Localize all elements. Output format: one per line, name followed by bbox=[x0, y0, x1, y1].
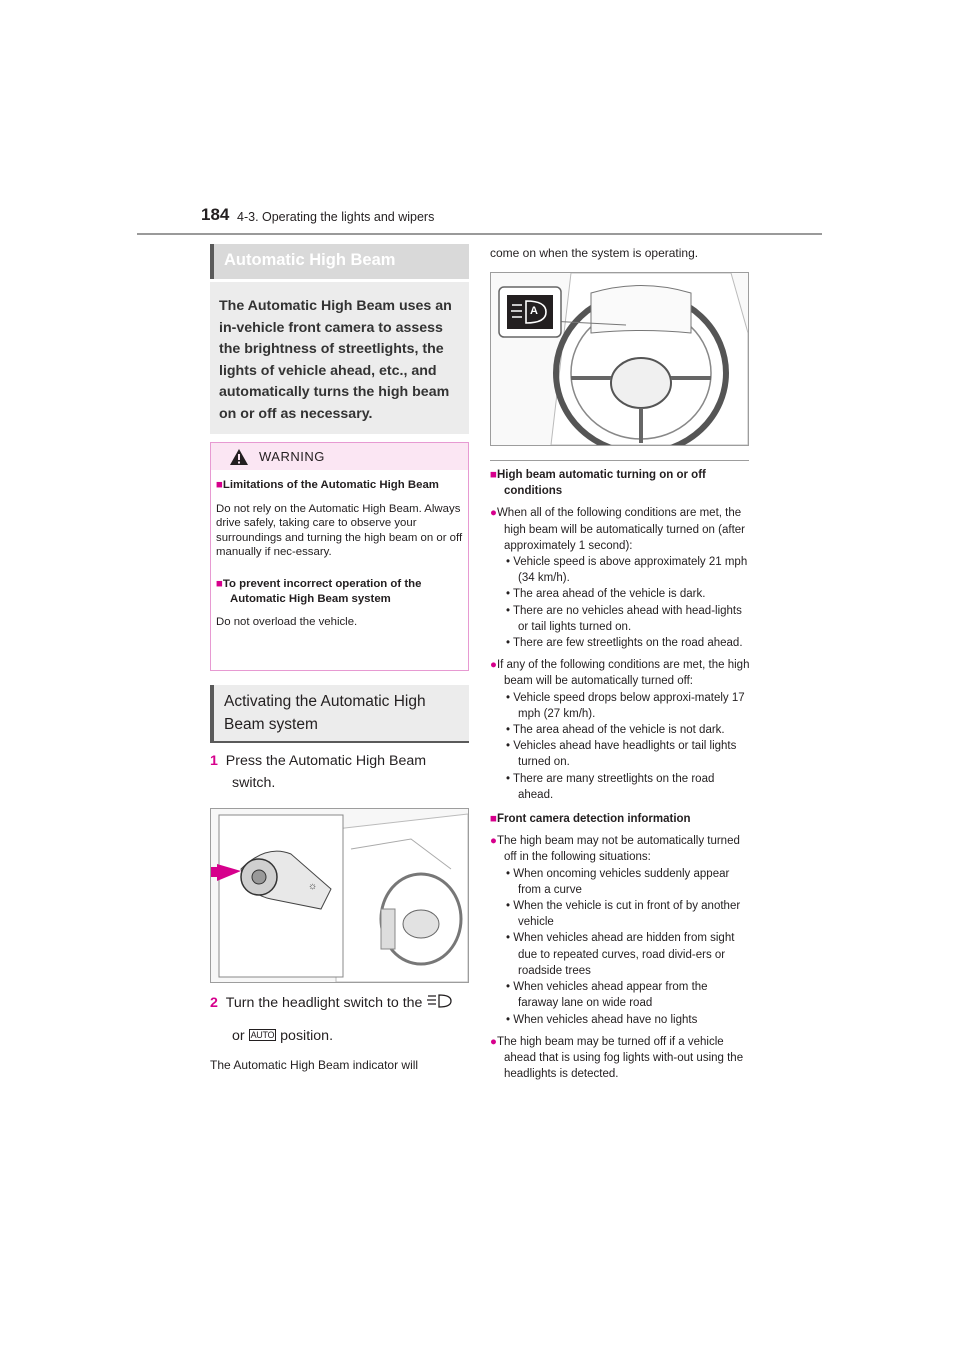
subheading-camera: ■Front camera detection information bbox=[490, 813, 691, 826]
warning-item-heading: ■Limitations of the Automatic High Beam bbox=[216, 479, 439, 491]
warning-header bbox=[211, 443, 468, 470]
svg-text:☼: ☼ bbox=[308, 881, 318, 892]
list-item: • The area ahead of the vehicle is not dark. bbox=[506, 724, 725, 737]
list-item: • When vehicles ahead are hidden from sight due to repeated curves, road divid-ers or roadside trees bbox=[506, 932, 735, 977]
warning-item-text: Do not overload the vehicle. bbox=[216, 616, 358, 629]
square-bullet-icon: ■ bbox=[216, 479, 223, 491]
chapter-title: 4-3. Operating the lights and wipers bbox=[237, 210, 435, 224]
page-number: 184 bbox=[201, 205, 230, 224]
list-item: • Vehicle speed is above approximately 21 mph (34 km/h). bbox=[506, 556, 748, 585]
square-bullet-icon: ■ bbox=[490, 469, 497, 481]
list-item: ●If any of the following conditions are met, the high beam will be automatically turned off: bbox=[490, 659, 750, 688]
subheading-conditions: ■High beam automatic turning on or off conditions bbox=[490, 469, 706, 498]
circle-bullet-icon: ● bbox=[490, 835, 497, 848]
list-item: • Vehicles ahead have headlights or tail lights turned on. bbox=[506, 740, 737, 769]
list-item: ●The high beam may be turned off if a vehicle ahead that is using fog lights with-out using the headlights is detected. bbox=[490, 1035, 744, 1081]
list-item: • When oncoming vehicles suddenly appear from a curve bbox=[506, 867, 730, 896]
indicator-figure bbox=[490, 272, 749, 446]
intro-box: The Automatic High Beam uses an in-vehicle front camera to assess the brightness of streetlights, the lights of vehicle ahead, etc., and automatically turns the high beam on or off as necessary. bbox=[210, 282, 469, 434]
header-rule bbox=[137, 233, 822, 235]
circle-bullet-icon: ● bbox=[490, 507, 497, 520]
section-title: Automatic High Beam bbox=[224, 251, 396, 269]
circle-bullet-icon: ● bbox=[490, 1035, 497, 1048]
step-2: 2 Turn the headlight switch to the bbox=[210, 993, 475, 1015]
warning-body bbox=[216, 478, 464, 630]
headlight-switch-figure bbox=[210, 808, 469, 983]
auto-high-beam-indicator-icon: A bbox=[530, 305, 538, 317]
warning-triangle-icon bbox=[229, 448, 249, 466]
step-2-continued: or AUTO position. bbox=[232, 1028, 334, 1044]
square-bullet-icon: ■ bbox=[216, 577, 223, 590]
switch-illustration bbox=[211, 809, 468, 982]
headlight-icon bbox=[426, 994, 452, 1008]
auto-icon: AUTO bbox=[250, 1030, 275, 1040]
square-bullet-icon: ■ bbox=[490, 813, 497, 826]
list-item: • There are many streetlights on the road ahead. bbox=[506, 772, 715, 801]
list-item: ●When all of the following conditions are met, the high beam will be automatically turned on (after approximately 1 second): bbox=[490, 507, 745, 552]
warning-box bbox=[210, 442, 469, 671]
section-title: Activating the Automatic High Beam system bbox=[224, 693, 426, 733]
list-item: • When vehicles ahead appear from the faraway lane on wide road bbox=[506, 981, 708, 1010]
step-1: 1 Press the Automatic High Beam switch. bbox=[210, 753, 427, 791]
section-heading-automatic-high-beam bbox=[210, 244, 469, 279]
list-item: ●The high beam may not be automatically turned off in the following situations: bbox=[490, 835, 740, 864]
list-item: • There are no vehicles ahead with head-lights or tail lights turned on. bbox=[506, 604, 742, 633]
warning-item-text: Do not rely on the Automatic High Beam. Always drive safely, taking care to observe your surroundings and turning the high beam on or off manually if nec-essary. bbox=[216, 502, 463, 559]
warning-title: WARNING bbox=[259, 449, 325, 464]
circle-bullet-icon: ● bbox=[490, 659, 497, 672]
list-item: • There are few streetlights on the road ahead. bbox=[506, 637, 743, 650]
list-item: • The area ahead of the vehicle is dark. bbox=[506, 588, 706, 601]
steering-wheel-illustration bbox=[491, 273, 748, 445]
right-column-text bbox=[490, 467, 750, 1082]
right-rule bbox=[490, 460, 749, 461]
list-item: • When vehicles ahead have no lights bbox=[506, 1013, 698, 1026]
section-heading-activating bbox=[210, 685, 469, 743]
warning-item-heading: ■To prevent incorrect operation of the Automatic High Beam system bbox=[216, 577, 422, 605]
list-item: • When the vehicle is cut in front of by another vehicle bbox=[506, 900, 741, 929]
list-item: • Vehicle speed drops below approxi-mately 17 mph (27 km/h). bbox=[506, 691, 745, 720]
indicator-text: The Automatic High Beam indicator will bbox=[210, 1058, 419, 1072]
indicator-text-continued: come on when the system is operating. bbox=[490, 246, 699, 260]
